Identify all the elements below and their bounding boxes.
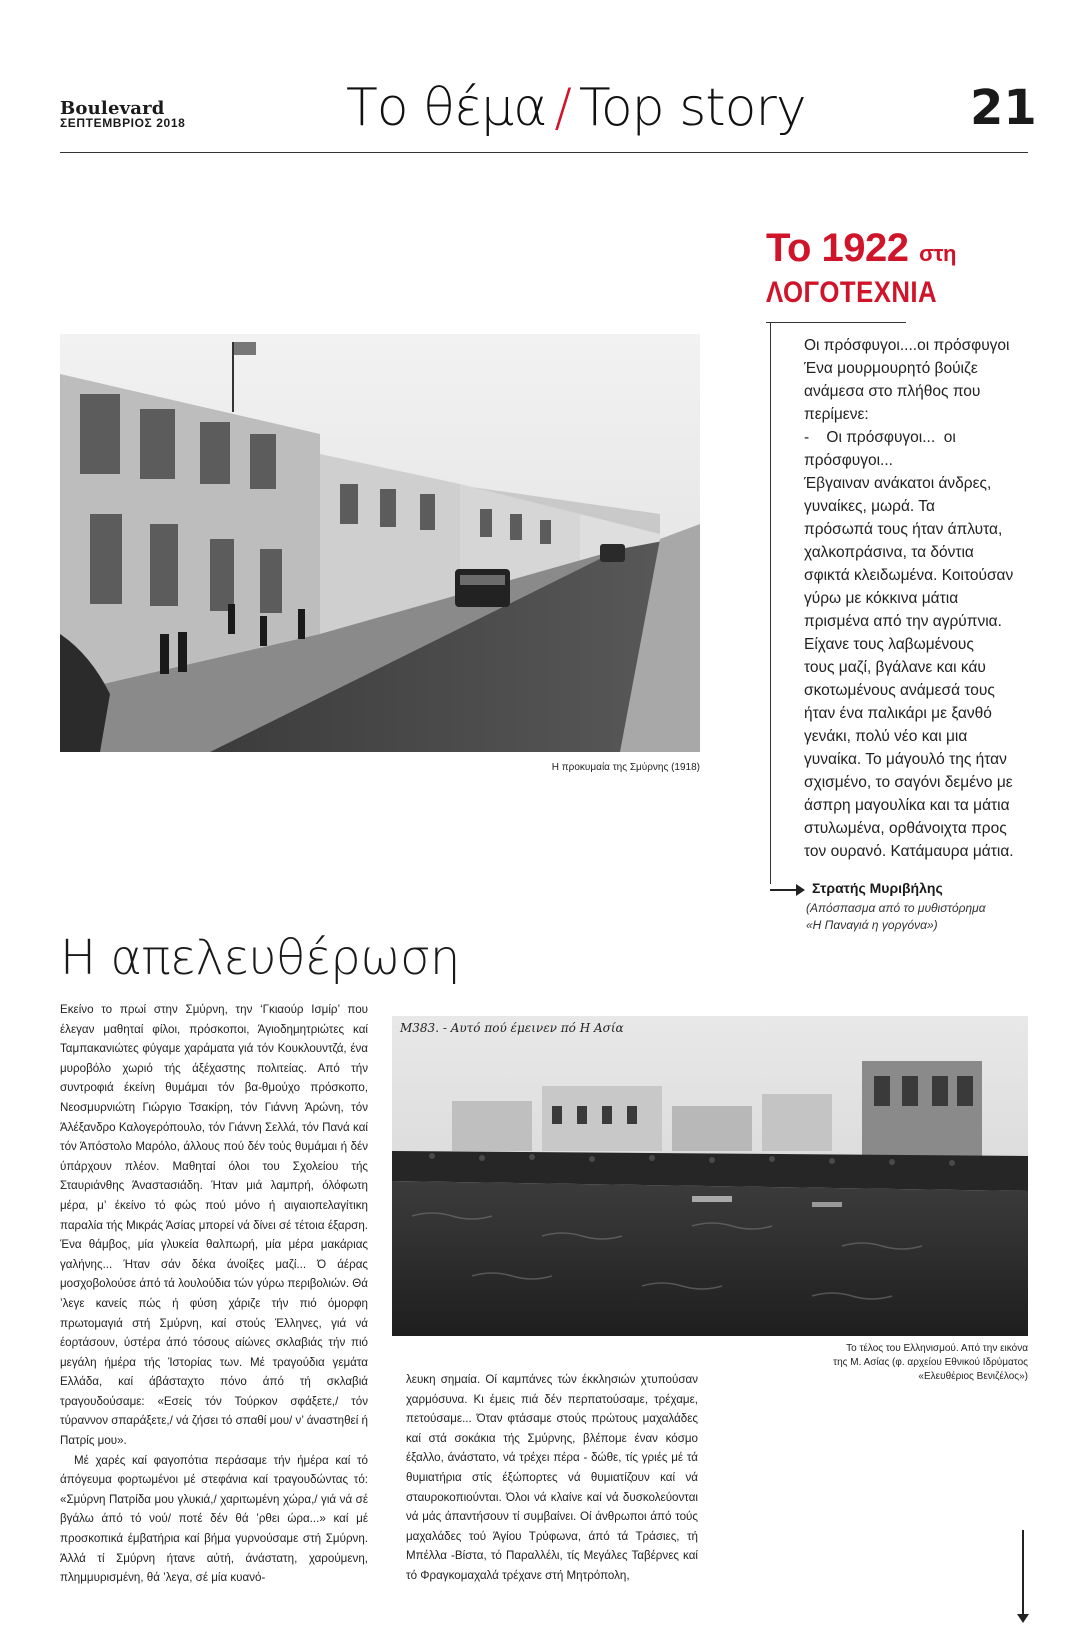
photo-caption-top: Η προκυμαία της Σμύρνης (1918) [551, 762, 700, 773]
section-title-greek: Το θέμα [346, 78, 547, 138]
sidebar-heading-year-text: Το 1922 [766, 226, 909, 270]
quote-line: σφικτά κλειδωμένα. Κοιτούσαν [804, 567, 1014, 584]
quote-line: περίμενε: [804, 406, 869, 423]
photo-caption-line: Το τέλος του Ελληνισμού. Από την εικόνα [846, 1343, 1028, 1354]
article-headline: Η απελευθέρωση [60, 930, 460, 986]
quote-source-line: (Απόσπασμα από το μυθιστόρημα [806, 901, 986, 915]
page-number: 21 [970, 80, 1037, 136]
quote-line: σχισμένο, το σαγόνι δεμένο με [804, 774, 1013, 791]
quote-line: πρόσφυγοι... [804, 452, 893, 469]
sidebar-heading-small: στη [919, 241, 956, 266]
photo-smyrna-crowd-image [392, 1016, 1028, 1336]
photo-smyrna-quay [60, 334, 700, 752]
header-divider [60, 152, 1028, 153]
section-title-english: Top story [578, 78, 806, 138]
quote-line: Οι πρόσφυγοι....οι πρόσφυγοι [804, 337, 1010, 354]
quote-line: γενάκι, πολύ νέο και μια [804, 728, 968, 745]
sidebar-vertical-rule [770, 322, 771, 884]
section-title [346, 78, 806, 138]
quote-line: πρόσωπά τους ήταν άπλυτα, [804, 521, 1003, 538]
sidebar-heading-literature: ΛΟΓΟΤΕΧΝΙΑ [766, 276, 938, 309]
quote-line: Είχανε τους λαβωμένους [804, 636, 974, 653]
quote-line: Ένα μουρμουρητό βούιζε [804, 360, 978, 377]
section-title-slash: / [554, 78, 571, 138]
quote-line: γύρω με κόκκινα μάτια [804, 590, 959, 607]
quote-line: ήταν ένα παλικάρι με ξανθό [804, 705, 992, 722]
photo-handwriting: Μ383. - Αυτό πού έμεινεν πό Η Ασία [400, 1021, 624, 1035]
quote-line: γυναίκες, μωρά. Τα [804, 498, 935, 515]
sidebar-underline [766, 322, 906, 323]
article-paragraph: Μέ χαρές καί φαγοπότια περάσαμε τήν ήμέρα καί τό άπόγευμα φορτωμένοι μέ στεφάνια καί τραγουδώντας τό: «Σμύρνη Πατρίδα μου γλυκιά,/ χαριτωμένη χώρα,/ γιά νά σέ βγάλω άπό τό νού/ ποτέ δέν θά ’ρθει ώρα...» καί μέ προσκοπικά έμβατήρια καί βήμα γυρνούσαμε στή Σμύρνη. Άλλά τί Σμύρνη ήτανε αύτή, άνάστατη, χαρούμενη, πλημμυρισμένη, θά ’λεγα, σέ μία κυανό- [60, 1453, 368, 1585]
continue-arrow-line [1022, 1530, 1024, 1616]
photo-caption-line: της Μ. Ασίας (φ. αρχείου Εθνικού Ιδρύματος [833, 1357, 1028, 1368]
quote-author: Στρατής Μυριβήλης [812, 880, 943, 896]
arrow-down-icon [1017, 1614, 1029, 1623]
quote-line: τον ουρανό. Κατάμαυρα μάτια. [804, 843, 1014, 860]
article-paragraph: Εκείνο το πρωί στην Σμύρνη, την ‘Γκιαούρ Ισμίρ’ που έλεγαν μαθηταί φίλοι, πρόσκοποι, Άγιοδημητριώτες καί Ταμπακανιώτες φύγαμε χαράματα γιά τόν Κουκλουντζά, ένα μυροβόλο χωριό τής άξέχαστης πολιτείας. Από τήν συντροφιά έκείνη θυμάμαι τόν βα-θμούχο πρόσκοπο, Νεοσμυρνιώτη Γιώργιο Τσακίρη, τόν Γιάννη Άρώνη, τόν Άλέξανδρο Καλογερόπουλο, τόν Γιάννη Σελλά, τόν Πανά καί τόν Άπόστολο Μαρόλο, άλλους πού δέν τούς θυμάμαι ή δέν ύπάρχουν πλέον. Μαθηταί όλοι του Σχολείου τής Σταυριάνθης Άναστασιάδη. Ήταν μιά λαμπρή, όλόφωτη μέρα, μ’ έκείνο τό φώς πού μόνο ή αιγαιοπελαγίτικη παραλία τής Μικράς Άσίας μπορεί νά δίνει σέ τέτοια έξαρση. Ένα θάμβος, μία γλυκεία θαλπωρή, μία μέρα μακάριας γαλήνης... Ήταν σάν δέκα άνοίξες μαζί... Ό άέρας μοσχοβολούσε άπό τά λουλούδια τών γύρω περιβολιών. Θά ’λεγε κανείς πώς ή φύση χάριζε τήν πιό όμορφη πρωτομαγιά στή Σμύρνη, καί στούς Έλληνες, γιά νά έορτάσουν, ύστέρα άπό τόσους αίώνες σκλαβιάς τήν πιό μεγάλη ήμέρα τής Ίστορίας των. Μέ τραγούδια γεμάτα Ελλάδα, καί άβάσταχτο πόνο άπό τή σκλαβιά τραγουδούσαμε: «Εσείς τόν Τούρκον σφάξετε,/ τόν τύραννον σπαράξετε,/ νά ζήσει τό σπαθί μου/ ν’ άναστηθεί ή Πατρίς μου». [60, 1003, 368, 1448]
article-column-2 [406, 1370, 698, 1586]
sidebar-heading-year [766, 228, 956, 274]
brand-logo: Boulevard [60, 98, 165, 119]
quote-source-line: «Η Παναγιά η γοργόνα») [806, 918, 938, 932]
quote-line: χαλκοπράσινα, τα δόντια [804, 544, 974, 561]
quote-line: Έβγαιναν ανάκατοι άνδρες, [804, 475, 992, 492]
quote-line: στυλωμένα, ορθάνοιχτα προς [804, 820, 1007, 837]
arrow-right-icon [796, 884, 805, 896]
photo-smyrna-quay-image [60, 334, 700, 752]
sidebar-quote [804, 334, 1014, 863]
quote-line: πρισμένα από την αγρύπνια. [804, 613, 1002, 630]
photo-smyrna-crowd [392, 1016, 1028, 1336]
quote-line: τους μαζί, βγάλανε και κάυ [804, 659, 986, 676]
article-paragraph: λευκη σημαία. Οί καμπάνες τών έκκλησιών χτυπούσαν χαρμόσυνα. Κι έμεις πιά δέν περπατούσαμε, τρέχαμε, πετούσαμε... Όταν φτάσαμε στούς πρώτους μαχαλάδες καί στά σοκάκια τής Σμύρνης, βλέπομε έναν κόσμο έξαλλο, άνάστατο, νά τρέχει πέρα - δώθε, τίς γριές μέ τά θυμιατήρια στίς έξώπορτες νά θυμιατίζουν καί νά σταυροκοπιούνται. Όλοι νά κλαίνε καί νά δυσκολεύονται νά μάς άπαντήσουν τί συμβαίνει. Οί άνθρωποι άπό τούς μαχαλάδες τού Άγίου Τρύφωνα, άπό τά Τράσιες, τή Μπέλλα -Βίστα, τό Παραλλέλι, τίς Μεγάλες Ταβέρνες καί τό Φραγκομαχαλά τρέχανε στή Μητρόπολη, [406, 1373, 698, 1582]
quote-line: ανάμεσα στο πλήθος που [804, 383, 981, 400]
quote-line: άσπρη μαγουλίκα και τα μάτια [804, 797, 1010, 814]
article-column-1 [60, 1000, 368, 1588]
quote-line: σκοτωμένους ανάμεσά τους [804, 682, 995, 699]
photo-caption-line: «Ελευθέριος Βενιζέλος») [918, 1371, 1028, 1382]
issue-date: ΣΕΠΤΕΜΒΡΙΟΣ 2018 [60, 116, 186, 130]
quote-line: - Οι πρόσφυγοι... οι [804, 429, 956, 446]
quote-line: γυναίκα. Το μάγουλό της ήταν [804, 751, 1007, 768]
quote-source [806, 900, 986, 934]
photo-caption-bottom [808, 1342, 1028, 1384]
